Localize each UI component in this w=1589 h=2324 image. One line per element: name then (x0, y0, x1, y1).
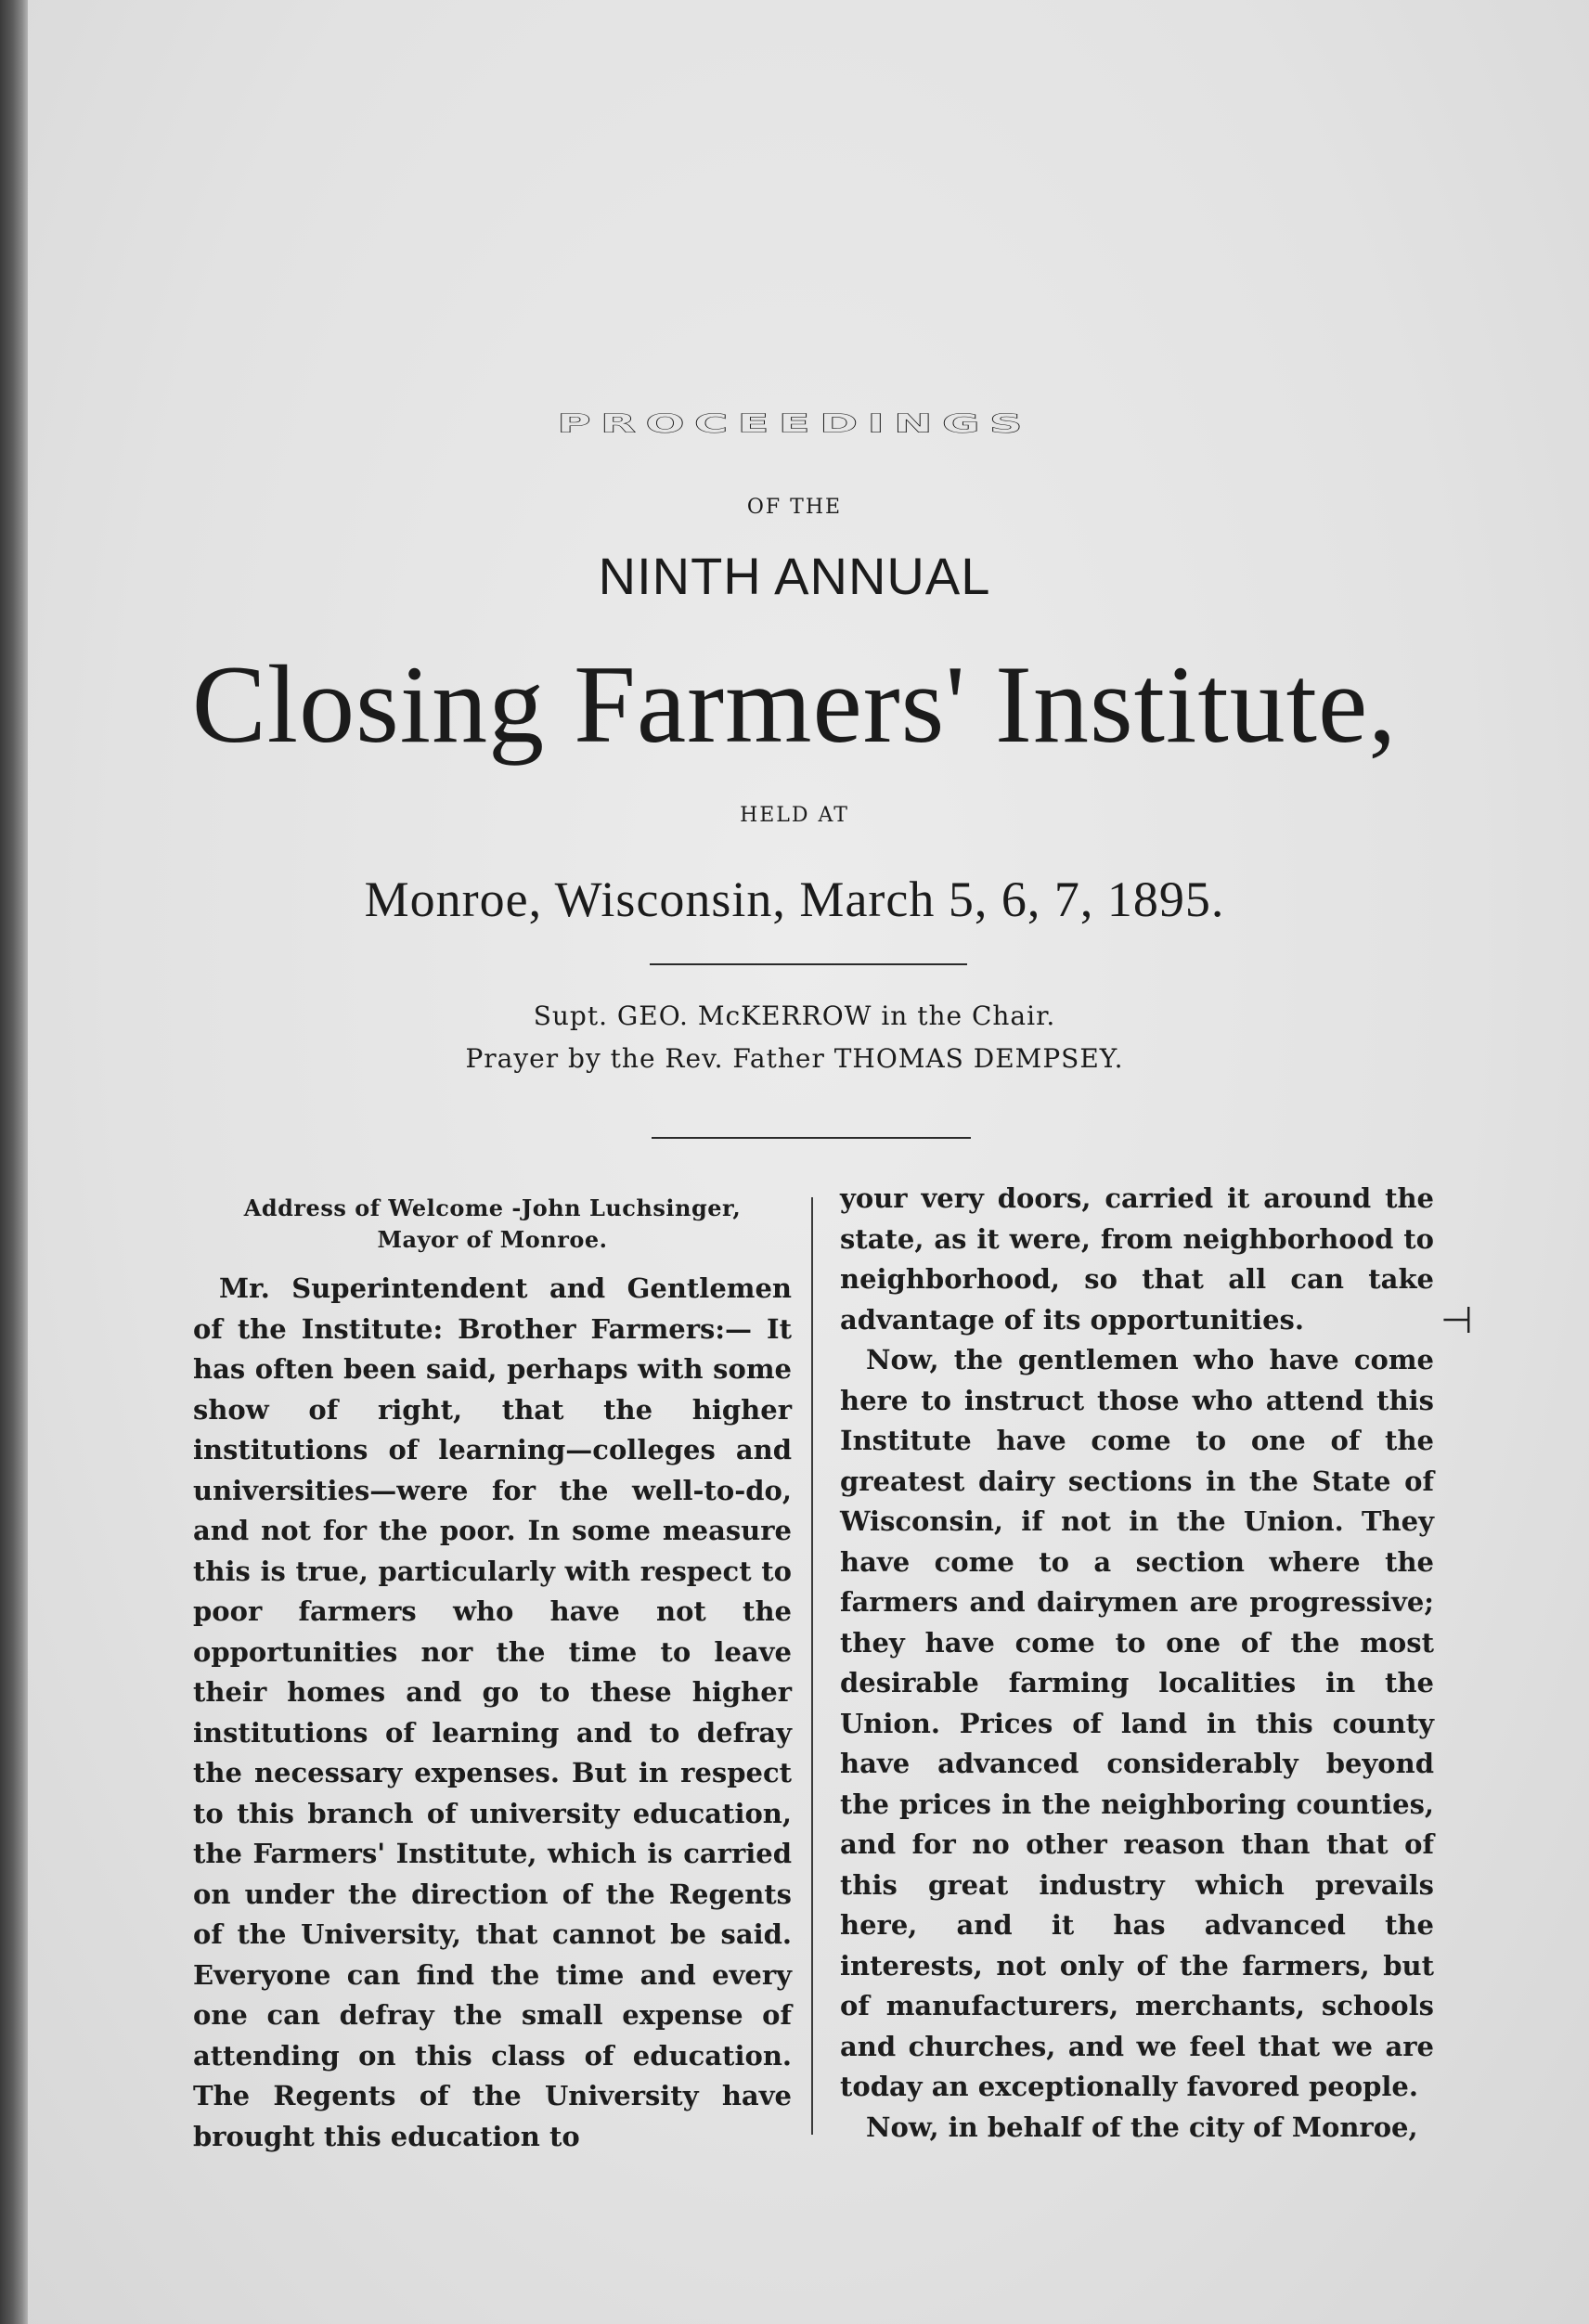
address-heading-line1: Address of Welcome -John Luchsinger, (243, 1194, 742, 1221)
prayer-line: Prayer by the Rev. Father THOMAS DEMPSEY. (465, 1043, 1124, 1074)
address-heading (193, 1193, 792, 1256)
section-divider-rule (652, 1137, 971, 1139)
ninth-annual-heading: NINTH ANNUAL (598, 547, 991, 605)
proofreader-mark-icon: ⊣ (1440, 1299, 1473, 1342)
book-spine-edge (0, 0, 28, 2324)
of-the-label: OF THE (746, 496, 843, 519)
left-text-column (193, 1193, 792, 2157)
superintendent-line: Supt. GEO. McKERROW in the Chair. (533, 1001, 1056, 1031)
address-paragraph: Mr. Superintendent and Gentlemen of the Institute: Brother Farmers:— It has often been said, perhaps with some show of right, that the higher institutions of learning—colleges and universities—were for the well-to-do, and not for the poor. In some measure this is true, particularly with respect to poor farmers who have not the opportunities nor the time to leave their homes and go to these higher institutions of learning and to defray the necessary expenses. But in respect to this branch of university education, the Farmers' Institute, which is carried on under the direction of the Regents of the University, that cannot be said. Everyone can find the time and every one can defray the small expense of attending on this class of education. The Regents of the University have brought this education to (193, 1272, 792, 2152)
address-heading-line2: Mayor of Monroe. (377, 1226, 608, 1253)
held-at-label: HELD AT (740, 804, 849, 827)
right-paragraph-2: Now, the gentlemen who have come here to instruct those who attend this Institute have come to one of the greatest dairy sections in the State of Wisconsin, if not in the Union. They have come to a section where the farmers and dairymen are progressive; they have come to one of the most desirable farming localities in the Union. Prices of land in this county have advanced considerably beyond the prices in the neighboring counties, and for no other reason than that of this great industry which prevails here, and it has advanced the interests, not only of the farmers, but of manufacturers, merchants, schools and churches, and we feel that we are today an exceptionally favored people. (840, 1344, 1434, 2102)
right-paragraph-1: your very doors, carried it around the state, as it were, from neighborhood to neighborhood, so that all can take advantage of its opportunities. (840, 1182, 1434, 1336)
title-divider-rule (650, 963, 967, 965)
location-date-line: Monroe, Wisconsin, March 5, 6, 7, 1895. (364, 872, 1225, 927)
proceedings-heading: PROCEEDINGS (557, 408, 1032, 438)
column-divider (811, 1197, 813, 2135)
right-paragraph-3: Now, in behalf of the city of Monroe, (866, 2111, 1418, 2143)
right-text-column (840, 1179, 1434, 2148)
institute-title: Closing Farmers' Institute, (191, 642, 1398, 766)
